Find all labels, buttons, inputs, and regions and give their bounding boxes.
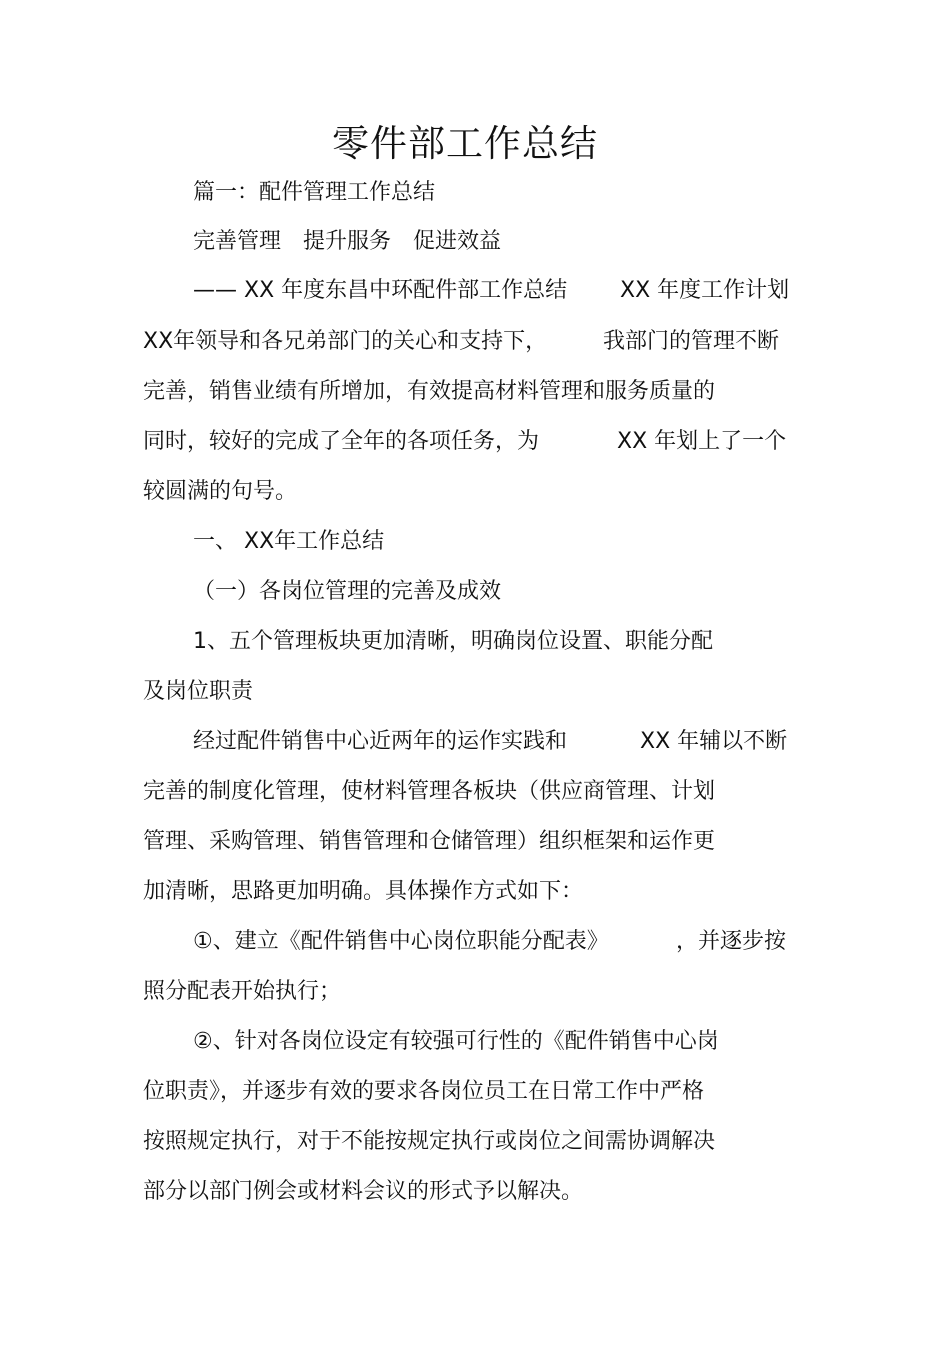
- list-item-2-line-2: 位职责》，并逐步有效的要求各岗位员工在日常工作中严格: [143, 1079, 705, 1104]
- list-item-1-line-1-part-2: ，并逐步按: [676, 929, 787, 954]
- subtitle-line-part-1: —— XX 年度东昌中环配件部工作总结: [193, 278, 568, 303]
- list-item-1-line-1-part-1: ①、建立《配件销售中心岗位职能分配表》: [193, 929, 609, 954]
- list-item-2-line-1: ②、针对各岗位设定有较强可行性的《配件销售中心岗: [193, 1029, 719, 1054]
- paragraph-2-line-4: 加清晰，思路更加明确。具体操作方式如下：: [143, 879, 584, 904]
- section-heading-1: 一、 XX年工作总结: [193, 529, 385, 554]
- section-heading-chapter-one: 篇一：配件管理工作总结: [193, 180, 436, 205]
- subsection-heading-1: （一）各岗位管理的完善及成效: [193, 579, 502, 604]
- item-1-line-2: 及岗位职责: [143, 679, 254, 704]
- paragraph-2-line-1-part-2: XX 年辅以不断: [640, 729, 788, 754]
- paragraph-1-line-1-part-2: 我部门的管理不断: [603, 329, 780, 354]
- paragraph-1-line-1-part-1: XX年领导和各兄弟部门的关心和支持下，: [143, 329, 548, 354]
- paragraph-2-line-1-part-1: 经过配件销售中心近两年的运作实践和: [193, 729, 568, 754]
- slogan-line: 完善管理 提升服务 促进效益: [193, 229, 502, 254]
- item-1-line-1: 1、五个管理板块更加清晰，明确岗位设置、职能分配: [193, 629, 713, 654]
- paragraph-1-line-3-part-2: XX 年划上了一个: [617, 429, 787, 454]
- paragraph-1-line-2: 完善，销售业绩有所增加，有效提高材料管理和服务质量的: [143, 379, 716, 404]
- list-item-2-line-4: 部分以部门例会或材料会议的形式予以解决。: [143, 1179, 584, 1204]
- paragraph-2-line-2: 完善的制度化管理，使材料管理各板块（供应商管理、计划: [143, 779, 716, 804]
- list-item-1-line-2: 照分配表开始执行；: [143, 979, 342, 1004]
- paragraph-1-line-4: 较圆满的句号。: [143, 479, 298, 504]
- paragraph-2-line-3: 管理、采购管理、销售管理和仓储管理）组织框架和运作更: [143, 829, 716, 854]
- page-title: 零件部工作总结: [332, 122, 598, 165]
- paragraph-1-line-3-part-1: 同时，较好的完成了全年的各项任务，为: [143, 429, 540, 454]
- list-item-2-line-3: 按照规定执行，对于不能按规定执行或岗位之间需协调解决: [143, 1129, 716, 1154]
- subtitle-line-part-2: XX 年度工作计划: [620, 278, 790, 303]
